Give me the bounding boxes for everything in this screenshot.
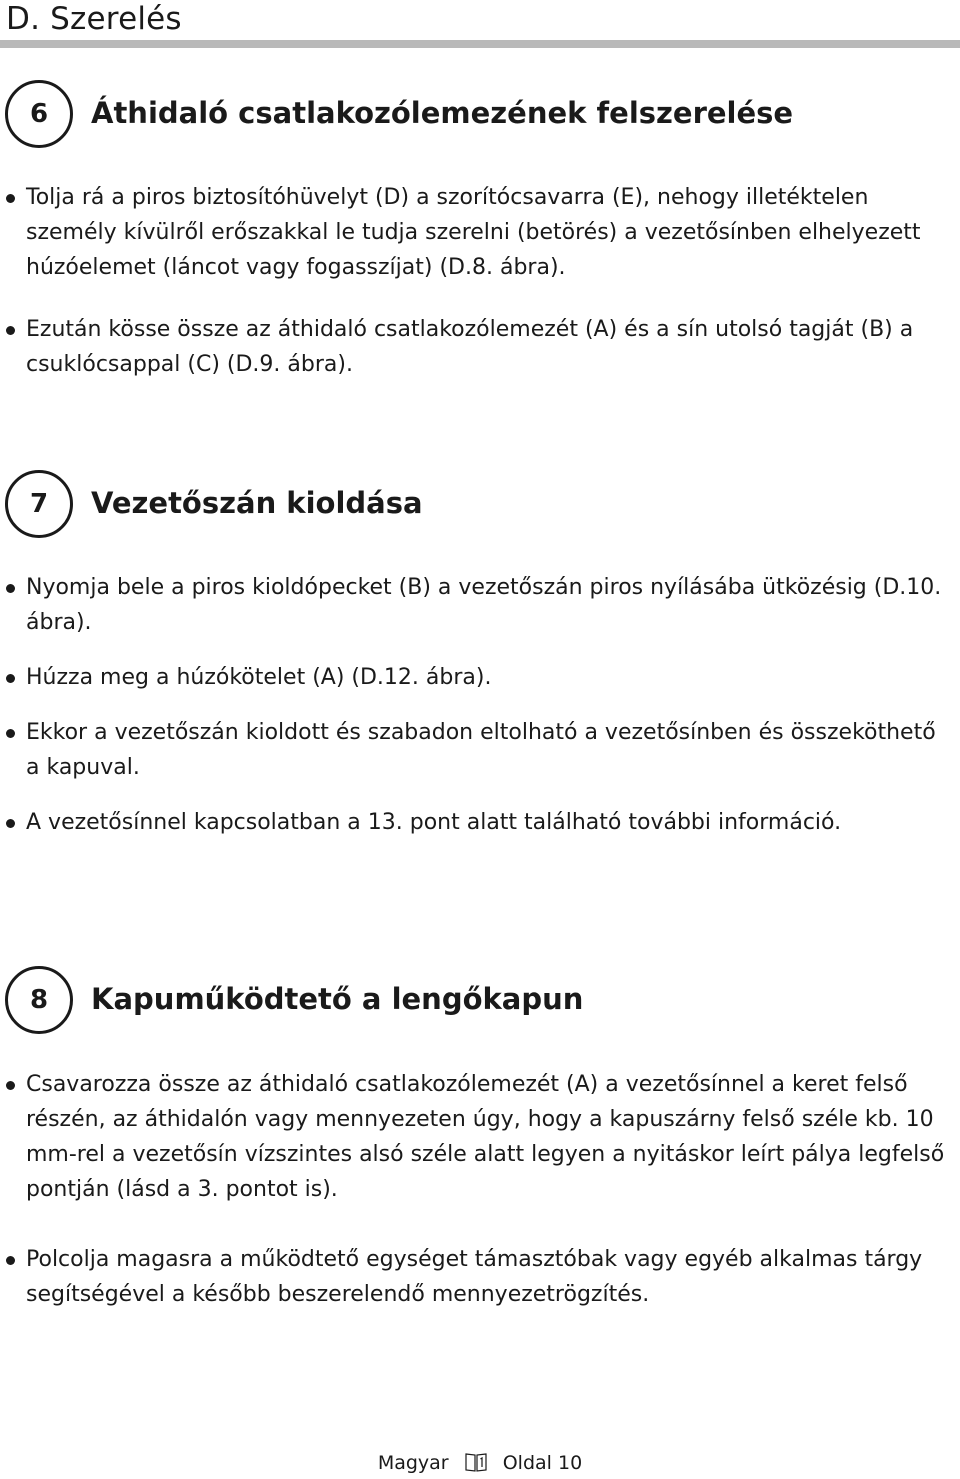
step-number-circle: 8 <box>5 966 73 1034</box>
section-title: Kapuműködtető a lengőkapun <box>91 982 584 1016</box>
footer-page-number: Oldal 10 <box>502 1452 583 1474</box>
section-header-6 <box>5 80 955 154</box>
book-icon <box>465 1452 487 1479</box>
list-item: Csavarozza össze az áthidaló csatlakozólemezét (A) a vezetősínnel a keret felső részén, az áthidalón vagy mennyezeten úgy, hogy a kapuszárny felső széle kb. 10 mm-rel a vezetősín vízszintes alsó széle alatt legyen a nyitáskor leírt pálya legfelső pontján (lásd a 3. pontot is). <box>0 1067 955 1207</box>
section-8-list <box>0 1067 955 1312</box>
list-item: Polcolja magasra a működtető egységet támasztóbak vagy egyéb alkalmas tárgy segítségével a később beszerelendő mennyezetrögzítés. <box>0 1242 955 1312</box>
step-number-circle: 7 <box>5 470 73 538</box>
list-item: Húzza meg a húzókötelet (A) (D.12. ábra). <box>0 660 955 695</box>
list-item: Ekkor a vezetőszán kioldott és szabadon eltolható a vezetősínben és összeköthető a kapuval. <box>0 715 955 785</box>
list-item: Ezután kösse össze az áthidaló csatlakozólemezét (A) és a sín utolsó tagját (B) a csuklócsappal (C) (D.9. ábra). <box>0 312 955 382</box>
chapter-title: D. Szerelés <box>6 1 182 37</box>
section-header-8 <box>5 966 955 1040</box>
list-item: Tolja rá a piros biztosítóhüvelyt (D) a szorítócsavarra (E), nehogy illetéktelen személy kívülről erőszakkal le tudja szerelni (betörés) a vezetősínben elhelyezett húzóelemet (láncot vagy fogasszíjat) (D.8. ábra). <box>0 180 955 285</box>
section-7-list <box>0 570 955 840</box>
list-item: A vezetősínnel kapcsolatban a 13. pont alatt található további információ. <box>0 805 955 840</box>
list-item: Nyomja bele a piros kioldópecket (B) a vezetőszán piros nyílásába ütközésig (D.10. ábra). <box>0 570 955 640</box>
section-title: Áthidaló csatlakozólemezének felszerelése <box>91 96 794 130</box>
section-title: Vezetőszán kioldása <box>91 486 423 520</box>
section-6-list <box>0 180 955 382</box>
section-header-7 <box>5 470 955 544</box>
footer-language: Magyar <box>377 1452 449 1474</box>
chapter-divider <box>0 40 960 48</box>
page-footer <box>0 1450 960 1479</box>
step-number-circle: 6 <box>5 80 73 148</box>
